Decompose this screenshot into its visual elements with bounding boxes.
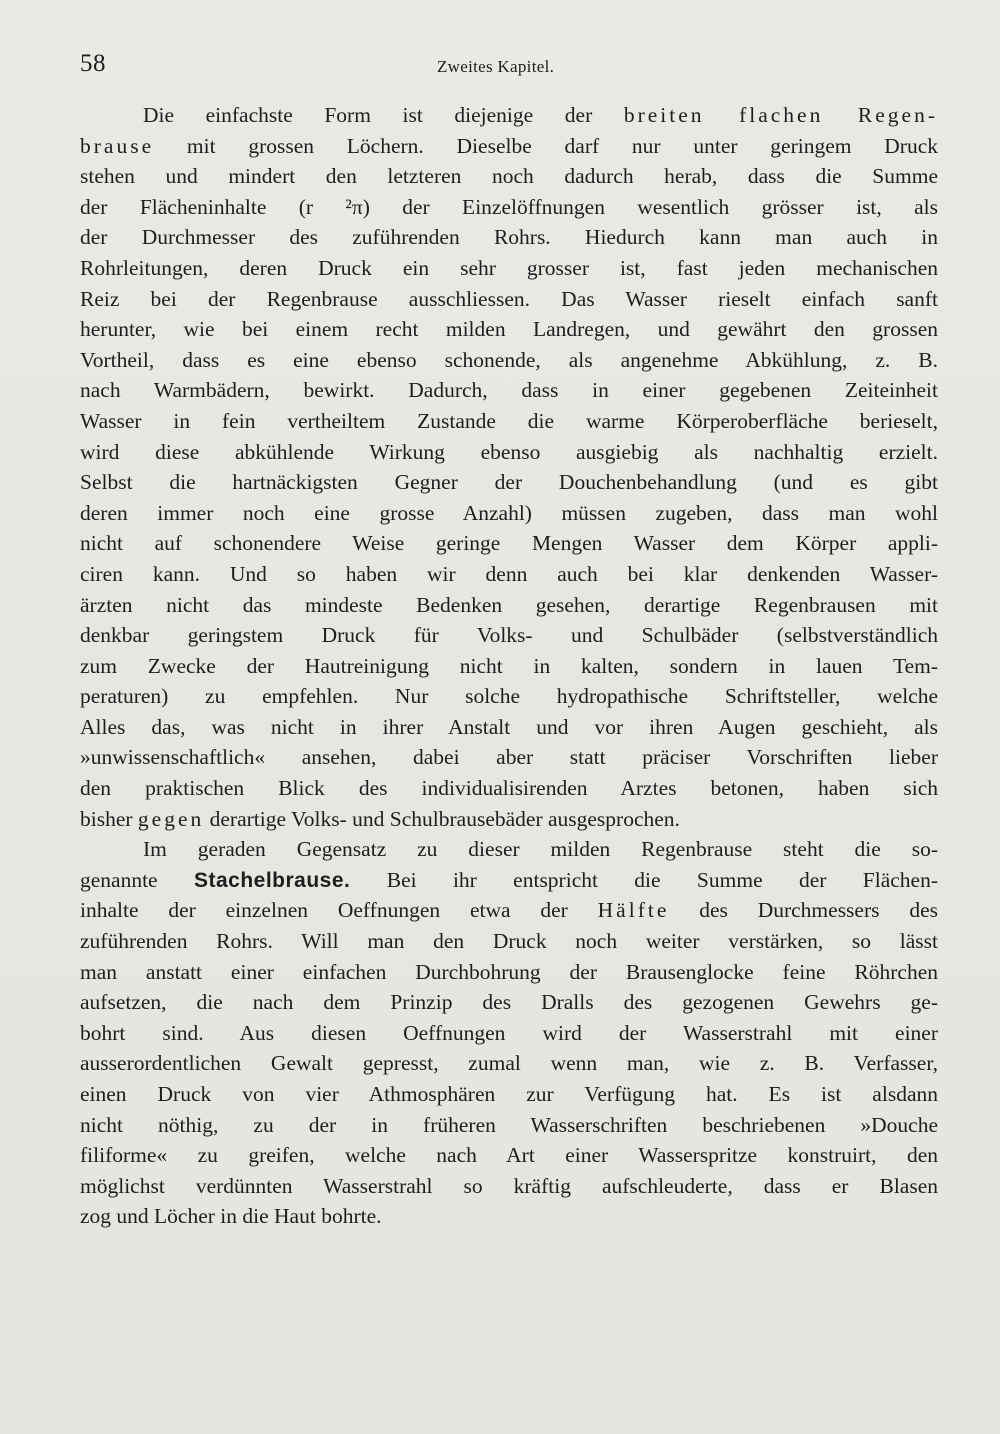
text-line bbox=[80, 1048, 938, 1079]
term-stachelbrause: Stachelbrause. bbox=[193, 868, 351, 892]
text-line bbox=[80, 895, 938, 926]
text-segment: zuführenden Rohrs. Will man den Druck noch weiter verstärken, so lässt bbox=[80, 929, 938, 954]
text-line bbox=[80, 498, 938, 529]
emphasized-text: brause bbox=[80, 133, 155, 158]
text-segment: Rohrleitungen, deren Druck ein sehr grosser ist, fast jeden mechanischen bbox=[80, 255, 938, 280]
text-line bbox=[80, 681, 938, 712]
text-segment: den praktischen Blick des individualisirenden Arztes betonen, haben sich bbox=[80, 776, 938, 801]
text-segment: der Durchmesser des zuführenden Rohrs. Hiedurch kann man auch in bbox=[80, 225, 938, 250]
text-segment: Im geraden Gegensatz zu dieser milden Regenbrause steht die so- bbox=[143, 837, 938, 862]
text-segment: ciren kann. Und so haben wir denn auch bei klar denkenden Wasser- bbox=[80, 561, 938, 586]
text-segment: man anstatt einer einfachen Durchbohrung der Brausenglocke feine Röhrchen bbox=[80, 959, 938, 984]
text-line bbox=[80, 773, 938, 804]
page-number: 58 bbox=[80, 50, 106, 77]
text-line bbox=[80, 314, 938, 345]
emphasized-text: Hälfte bbox=[597, 898, 670, 923]
text-segment: des Durchmessers des bbox=[669, 898, 938, 923]
text-line bbox=[80, 620, 938, 651]
running-head: Zweites Kapitel. bbox=[437, 57, 555, 76]
text-line bbox=[80, 222, 938, 253]
text-segment: inhalte der einzelnen Oeffnungen etwa der bbox=[80, 898, 598, 923]
text-line bbox=[80, 1140, 938, 1171]
text-line bbox=[80, 161, 938, 192]
text-line bbox=[80, 1079, 938, 1110]
text-segment: wird diese abkühlende Wirkung ebenso ausgiebig als nachhaltig erzielt. bbox=[80, 439, 938, 464]
text-line bbox=[80, 987, 938, 1018]
text-line bbox=[80, 467, 938, 498]
text-segment: genannte bbox=[80, 867, 194, 892]
text-segment: Die einfachste Form ist diejenige der bbox=[143, 103, 624, 127]
text-line bbox=[80, 712, 938, 743]
text-segment: Alles das, was nicht in ihrer Anstalt und vor ihren Augen geschieht, als bbox=[80, 714, 938, 739]
text-line bbox=[80, 957, 938, 988]
text-segment: zog und Löcher in die Haut bohrte. bbox=[80, 1204, 382, 1229]
text-line bbox=[80, 528, 938, 559]
text-line bbox=[80, 192, 938, 223]
text-line bbox=[80, 926, 938, 957]
text-line bbox=[80, 345, 938, 376]
text-segment: filiforme« zu greifen, welche nach Art einer Wasserspritze konstruirt, den bbox=[80, 1143, 938, 1168]
text-line bbox=[80, 834, 938, 865]
text-line bbox=[80, 131, 938, 162]
text-segment: bisher bbox=[80, 806, 138, 831]
emphasized-text: breiten flachen Regen- bbox=[623, 103, 938, 127]
text-line bbox=[80, 865, 938, 896]
text-segment: peraturen) zu empfehlen. Nur solche hydropathische Schriftsteller, welche bbox=[80, 684, 938, 709]
text-line bbox=[80, 1171, 938, 1202]
text-segment: herunter, wie bei einem recht milden Landregen, und gewährt den grossen bbox=[80, 317, 938, 342]
text-line bbox=[80, 651, 938, 682]
text-line bbox=[80, 742, 938, 773]
text-segment: nicht auf schonendere Weise geringe Mengen Wasser dem Körper appli- bbox=[80, 531, 938, 556]
text-segment: möglichst verdünnten Wasserstrahl so kräftig aufschleuderte, dass er Blasen bbox=[80, 1173, 938, 1198]
text-segment: »unwissenschaftlich« ansehen, dabei aber statt präciser Vorschriften lieber bbox=[80, 745, 938, 770]
text-segment: denkbar geringstem Druck für Volks- und Schulbäder (selbstverständlich bbox=[80, 623, 938, 648]
text-segment: zum Zwecke der Hautreinigung nicht in kalten, sondern in lauen Tem- bbox=[80, 653, 938, 678]
text-line bbox=[80, 253, 938, 284]
text-line bbox=[80, 406, 938, 437]
text-segment: ausserordentlichen Gewalt gepresst, zumal wenn man, wie z. B. Verfasser, bbox=[80, 1051, 938, 1076]
text-line bbox=[80, 375, 938, 406]
text-segment: Selbst die hartnäckigsten Gegner der Douchenbehandlung (und es gibt bbox=[80, 470, 938, 495]
text-segment: stehen und mindert den letzteren noch dadurch herab, dass die Summe bbox=[80, 164, 938, 189]
text-line bbox=[80, 1110, 938, 1141]
text-line bbox=[80, 559, 938, 590]
text-line bbox=[80, 437, 938, 468]
text-segment: Vortheil, dass es eine ebenso schonende, als angenehme Abkühlung, z. B. bbox=[80, 347, 938, 372]
text-segment: ärzten nicht das mindeste Bedenken gesehen, derartige Regenbrausen mit bbox=[80, 592, 938, 617]
text-segment: Reiz bei der Regenbrause ausschliessen. Das Wasser rieselt einfach sanft bbox=[80, 286, 938, 311]
text-line bbox=[80, 804, 938, 835]
text-line bbox=[80, 1201, 938, 1232]
text-segment: mit grossen Löchern. Dieselbe darf nur unter geringem Druck bbox=[154, 133, 938, 158]
text-segment: bohrt sind. Aus diesen Oeffnungen wird der Wasserstrahl mit einer bbox=[80, 1020, 938, 1045]
text-segment: deren immer noch eine grosse Anzahl) müssen zugeben, dass man wohl bbox=[80, 500, 938, 525]
text-line bbox=[80, 1018, 938, 1049]
text-segment: derartige Volks- und Schulbrausebäder ausgesprochen. bbox=[204, 806, 680, 831]
text-line bbox=[80, 100, 938, 131]
body-text bbox=[80, 100, 938, 1232]
text-segment: aufsetzen, die nach dem Prinzip des Dralls des gezogenen Gewehrs ge- bbox=[80, 990, 938, 1015]
text-segment: Wasser in fein vertheiltem Zustande die warme Körperoberfläche berieselt, bbox=[80, 408, 938, 433]
text-segment: der Flächeninhalte (r ²π) der Einzelöffnungen wesentlich grösser ist, als bbox=[80, 194, 938, 219]
text-segment: nicht nöthig, zu der in früheren Wasserschriften beschriebenen »Douche bbox=[80, 1112, 938, 1137]
text-line bbox=[80, 284, 938, 315]
text-line bbox=[80, 590, 938, 621]
text-segment: Bei ihr entspricht die Summe der Flächen- bbox=[350, 867, 938, 892]
text-segment: einen Druck von vier Athmosphären zur Verfügung hat. Es ist alsdann bbox=[80, 1082, 938, 1106]
page-header bbox=[80, 50, 940, 80]
text-segment: nach Warmbädern, bewirkt. Dadurch, dass in einer gegebenen Zeiteinheit bbox=[80, 378, 938, 403]
emphasized-text: gegen bbox=[137, 806, 205, 831]
